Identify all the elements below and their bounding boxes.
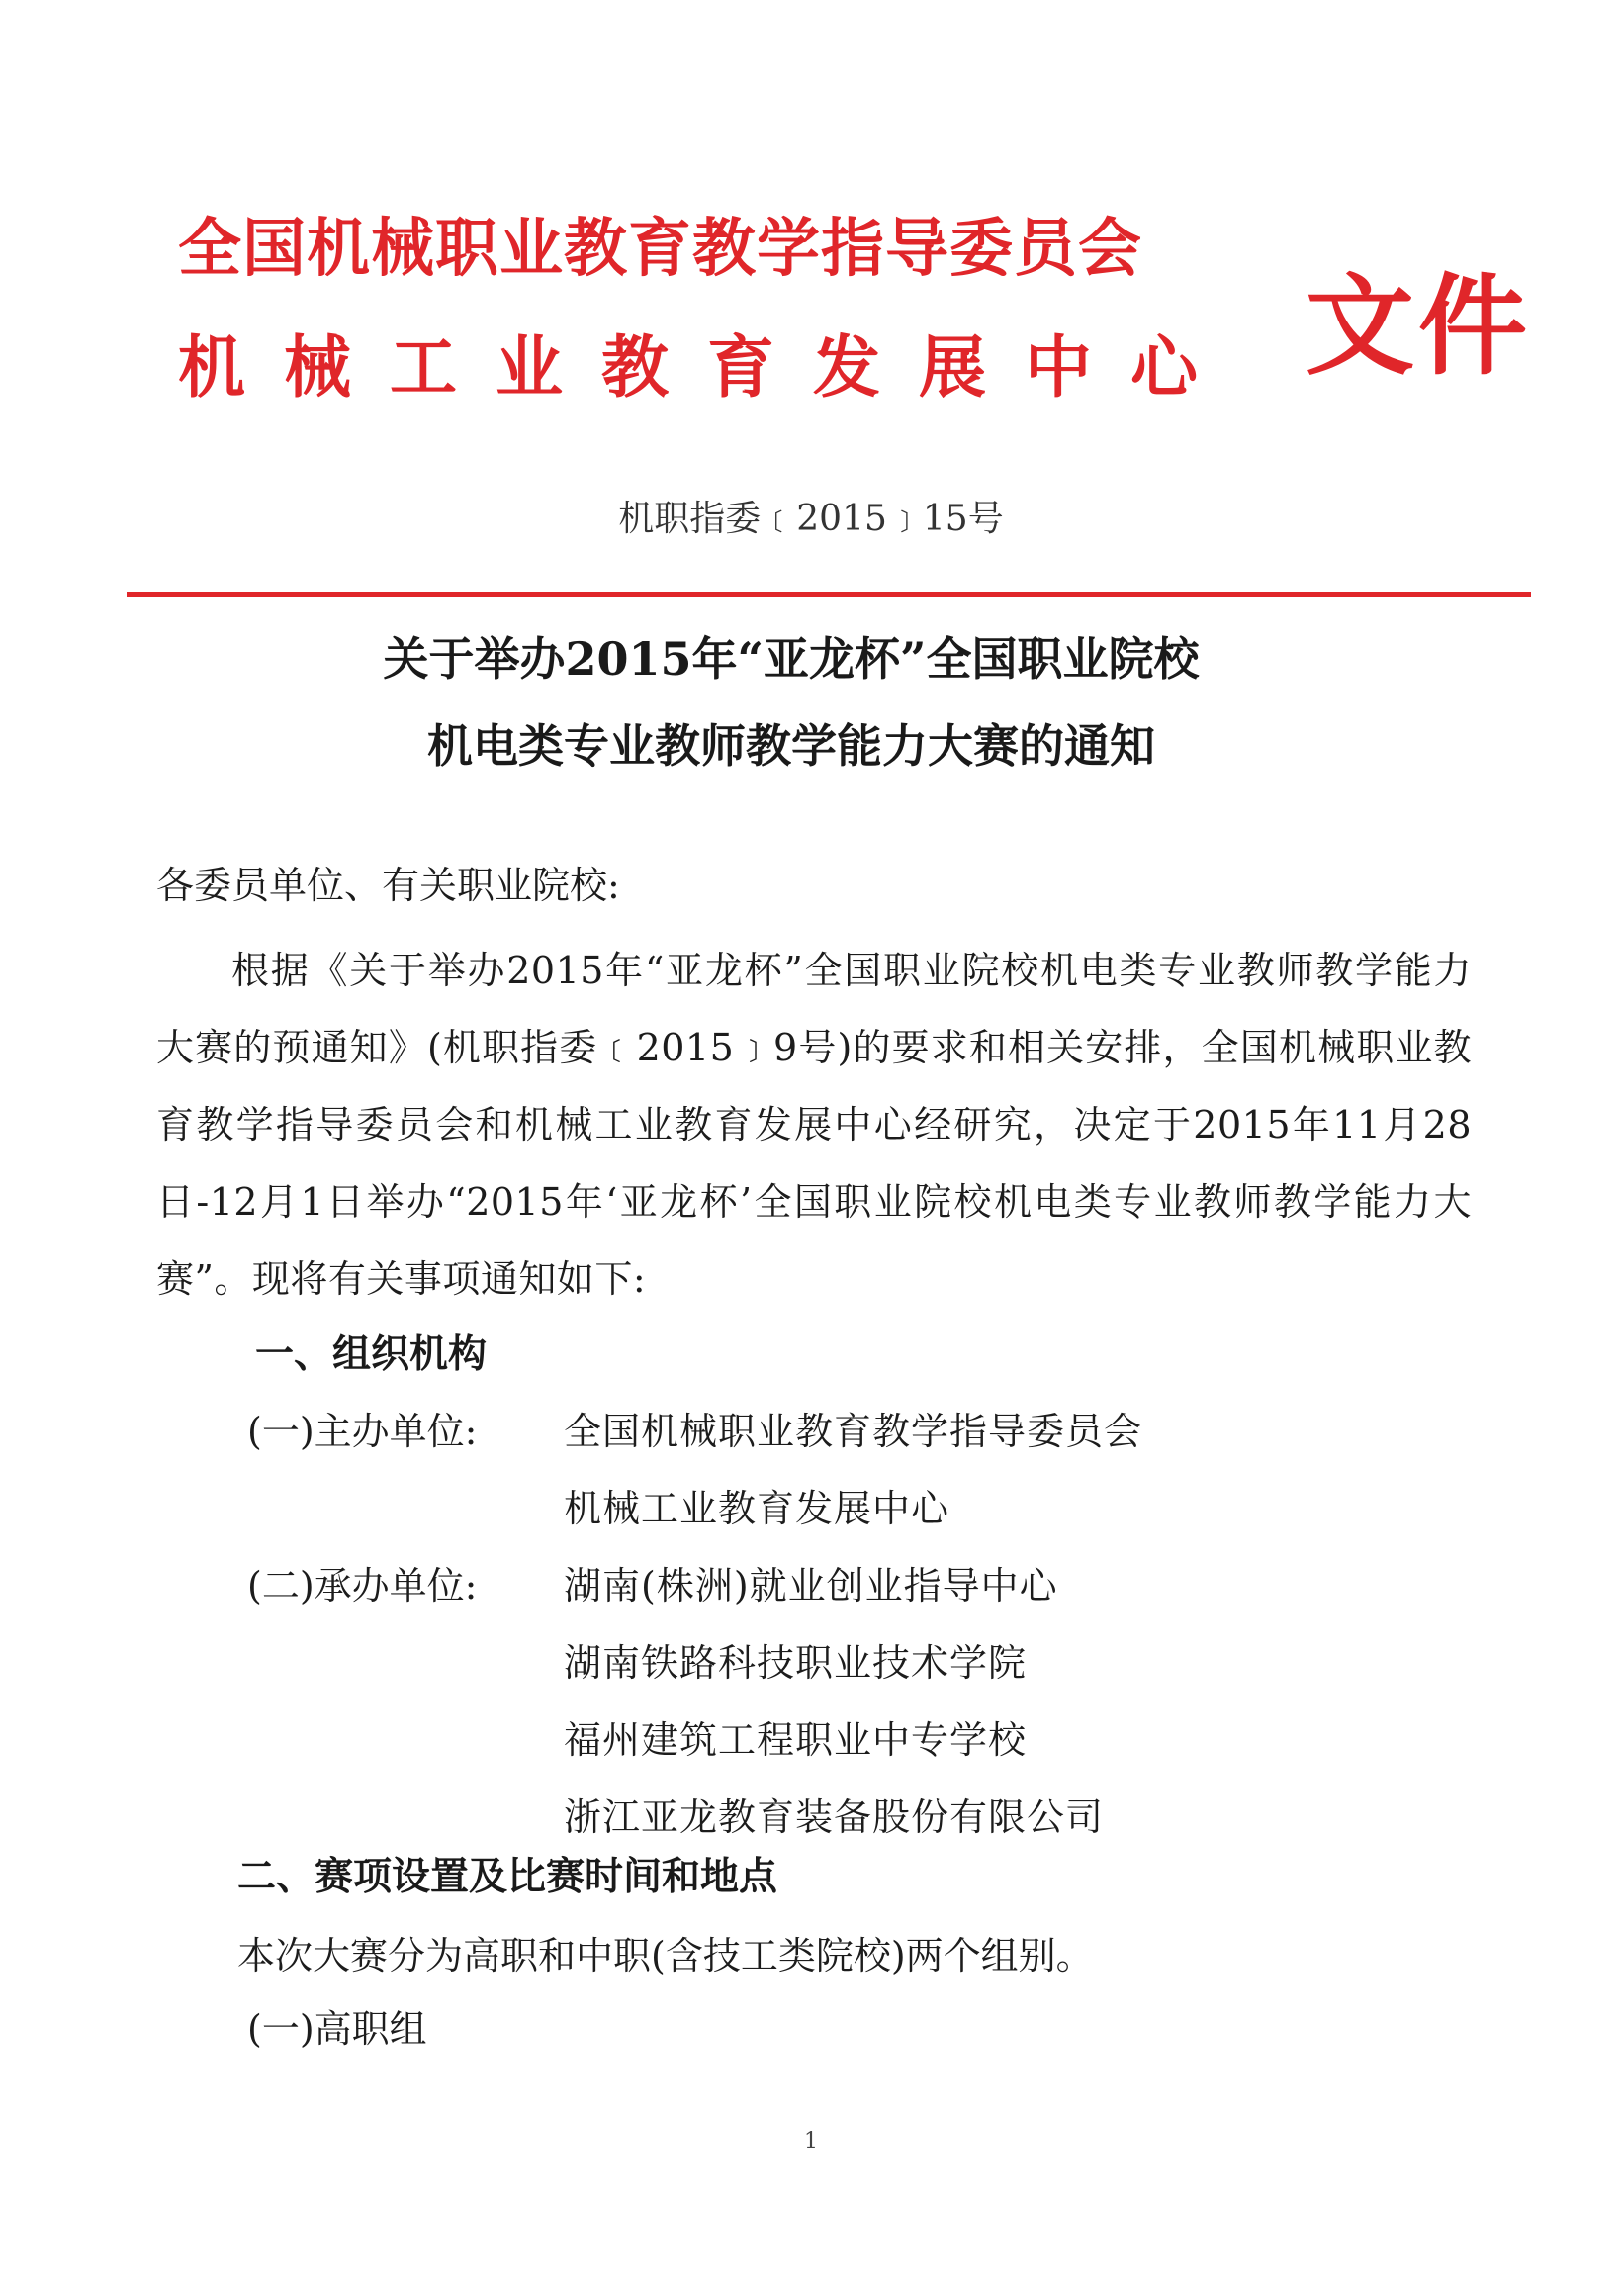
- section-1-heading: 一、组织机构: [255, 1332, 488, 1377]
- organizer-item-2: 湖南铁路科技职业技术学院: [564, 1641, 1028, 1685]
- section-2-text: 本次大赛分为高职和中职(含技工类院校)两个组别。: [237, 1934, 1094, 1977]
- host-item-2: 机械工业教育发展中心: [564, 1487, 950, 1530]
- letterhead-suffix: 文件: [1306, 262, 1531, 390]
- body-paragraph: 根据《关于举办2015年“亚龙杯”全国职业院校机电类专业教师教学能力大赛的预通知》(机职指委﹝2015﹞9号)的要求和相关安排，全国机械职业教育教学指导委员会和机械工业教育发展中心经研究，决定于2015年11月28日-12月1日举办“2015年‘亚龙杯’全国职业院校机电类专业教师教学能力大赛”。现将有关事项通知如下:: [156, 949, 1472, 1301]
- organizer-label: (二)承办单位:: [247, 1564, 478, 1607]
- title-line-1: 关于举办2015年“亚龙杯”全国职业院校: [383, 632, 1200, 686]
- title-line-2: 机电类专业教师教学能力大赛的通知: [427, 719, 1155, 773]
- section-2-subheading: (一)高职组: [247, 2007, 427, 2051]
- organizer-item-4: 浙江亚龙教育装备股份有限公司: [564, 1795, 1105, 1839]
- section-2-heading: 二、赛项设置及比赛时间和地点: [237, 1854, 778, 1899]
- organizer-item-1: 湖南(株洲)就业创业指导中心: [564, 1564, 1058, 1607]
- page-number: 1: [804, 2129, 818, 2154]
- red-divider: [127, 592, 1531, 597]
- host-item-1: 全国机械职业教育教学指导委员会: [564, 1410, 1143, 1453]
- document-number: 机职指委﹝2015﹞15号: [618, 499, 1004, 539]
- letterhead-line-1: 全国机械职业教育教学指导委员会: [178, 212, 1142, 286]
- organizer-item-3: 福州建筑工程职业中专学校: [564, 1718, 1028, 1762]
- letterhead-line-2: 机械工业教育发展中心: [178, 328, 1237, 408]
- salutation: 各委员单位、有关职业院校:: [156, 864, 620, 907]
- host-label: (一)主办单位:: [247, 1410, 478, 1453]
